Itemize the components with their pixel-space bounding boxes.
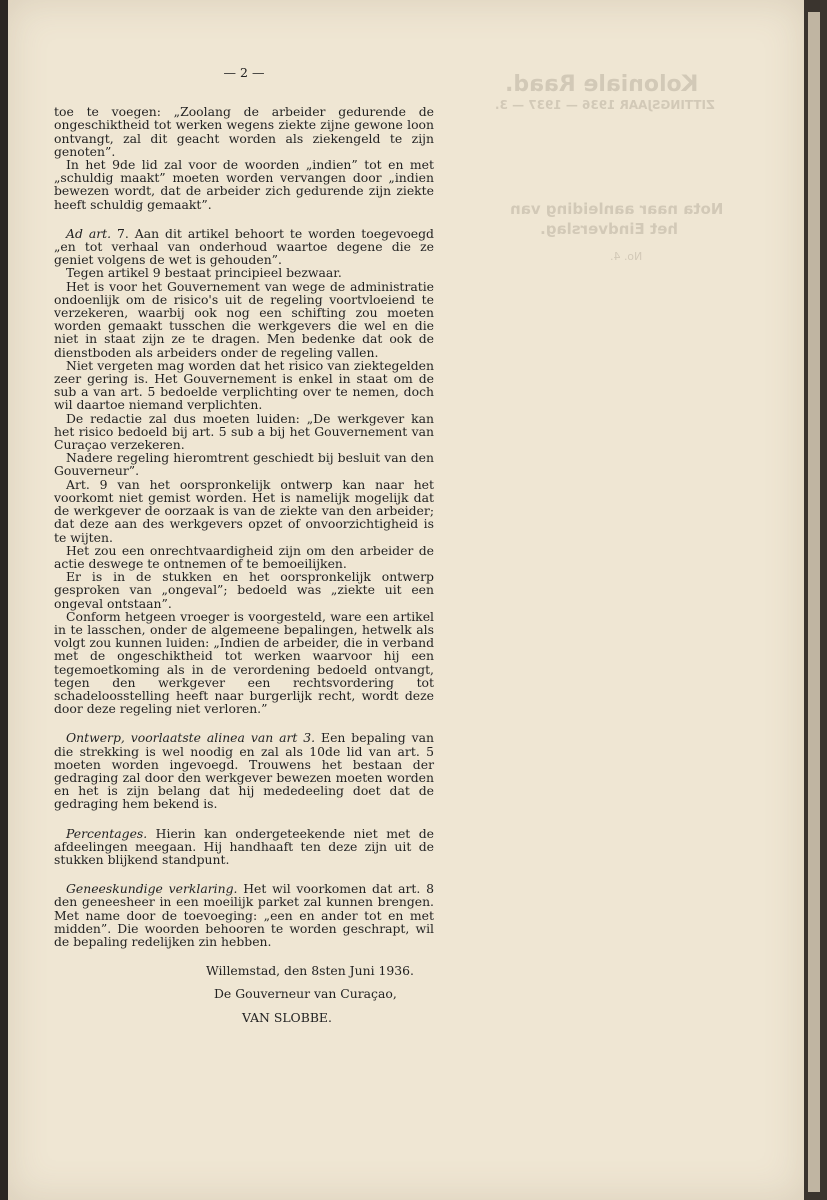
- paragraph: In het 9de lid zal voor de woorden „indien” tot en met „schuldig maakt” moeten worden vervangen door „indien bewezen wordt, dat de arbeider zich gedurende zijn ziekte heeft schuldig gemaakt”.: [54, 157, 434, 212]
- paragraph: De redactie zal dus moeten luiden: „De werkgever kan het risico bedoeld bij art. 5 sub a bij het Gouvernement van Curaçao verzekeren.: [54, 410, 434, 453]
- bleed-through-number: No. 4.: [610, 250, 643, 263]
- section-heading: Ontwerp, voorlaatste alinea van art 3.: [66, 730, 316, 746]
- bleed-through-heading: Nota naar aanleiding van: [510, 200, 724, 218]
- paragraph-geneeskundige: Geneeskundige verklaring. Het wil voorkomen dat art. 8 den geneesheer in een moeilijk parket zal kunnen brengen. Met name door de toevoeging: „een en ander tot en met midden”. Die woorden behooren te worden geschrapt, wil de bepaling redelijken zin hebben.: [54, 881, 434, 949]
- section-heading: Ad art.: [66, 225, 112, 241]
- document-body: [54, 66, 434, 1024]
- paragraph: toe te voegen: „Zoolang de arbeider gedurende de ongeschiktheid tot werken wegens ziekte zijne gewone loon ontvangt, zal dit geacht worden als ziekengeld te zijn genoten”.: [54, 104, 434, 159]
- paragraph-ad-art-7: Ad art. 7. Aan dit artikel behoort te worden toegevoegd „en tot verhaal van onderhoud waartoe degene die ze geniet volgens de wet is gehouden”.: [54, 225, 434, 268]
- section-heading: Percentages.: [66, 825, 148, 841]
- paragraph: Tegen artikel 9 bestaat principieel bezwaar.: [66, 265, 342, 281]
- paragraph: Het zou een onrechtvaardigheid zijn om den arbeider de actie deswege te ontnemen of te bemoeilijken.: [54, 542, 434, 571]
- section-heading: Geneeskundige verklaring.: [66, 881, 238, 897]
- signature-name: VAN SLOBBE.: [242, 1009, 332, 1025]
- place-date: Willemstad, den 8sten Juni 1936.: [206, 963, 414, 979]
- paragraph: Art. 9 van het oorspronkelijk ontwerp kan naar het voorkomt niet gemist worden. Het is namelijk mogelijk dat de werkgever de oorzaak is van de ziekte van den arbeider; dat deze aan des werkgevers opzet of onvoorzichtigheid is te wijten.: [54, 476, 434, 545]
- bleed-through-heading-2: het Eindverslag.: [540, 220, 679, 238]
- signature-title: De Gouverneur van Curaçao,: [214, 986, 397, 1002]
- paragraph-percentages: Percentages. Hierin kan ondergeteekende niet met de afdeelingen meegaan. Hij handhaaft ten deze zijn uit de stukken blijkend standpunt.: [54, 825, 434, 867]
- next-page-edge: [808, 12, 820, 1192]
- paragraph: Conform hetgeen vroeger is voorgesteld, ware een artikel in te lasschen, onder de algemeene bepalingen, hetwelk als volgt zou kunnen luiden: „Indien de arbeider, die in verband met de ongeschiktheid tot werken waarvoor hij een tegemoetkoming als in de verordening bedoeld ontvangt, tegen den werkgever een rechtsvordering tot schadeloosstelling heeft naar burgerlijk recht, wordt deze door deze regeling niet verloren.”: [54, 608, 434, 717]
- paragraph: Het is voor het Gouvernement van wege de administratie ondoenlijk om de risico's uit de regeling voortvloeiend te verzekeren, waarbij ook nog een schifting zou moeten worden gemaakt tusschen die werkgevers die wel en die niet in staat zijn ze te dragen. Men bedenke dat ook de dienstboden als arbeiders onder de regeling vallen.: [54, 278, 434, 360]
- bleed-through-title: Koloniale Raad.: [505, 72, 699, 97]
- paragraph-ontwerp: Ontwerp, voorlaatste alinea van art 3. Een bepaling van die strekking is wel noodig en zal als 10de lid van art. 5 moeten worden ingevoegd. Trouwens het bestaan der gedraging zal door den werkgever bewezen moeten worden en het is zijn belang dat hij mededeeling doet dat de gedraging hem bekend is.: [54, 730, 434, 812]
- bleed-through-session: ZITTINGSJAAR 1936 — 1937 — 3.: [495, 98, 715, 112]
- paragraph: Nadere regeling hieromtrent geschiedt bij besluit van den Gouverneur”.: [54, 450, 434, 479]
- paragraph: Er is in de stukken en het oorspronkelijk ontwerp gesproken van „ongeval”; bedoeld was „ziekte uit een ongeval ontstaan”.: [54, 569, 434, 611]
- paragraph: Niet vergeten mag worden dat het risico van ziektegelden zeer gering is. Het Gouvernement is enkel in staat om de sub a van art. 5 bedoelde verplichting over te nemen, doch wil daartoe niemand verplichten.: [54, 357, 434, 413]
- page-number: — 2 —: [223, 65, 265, 80]
